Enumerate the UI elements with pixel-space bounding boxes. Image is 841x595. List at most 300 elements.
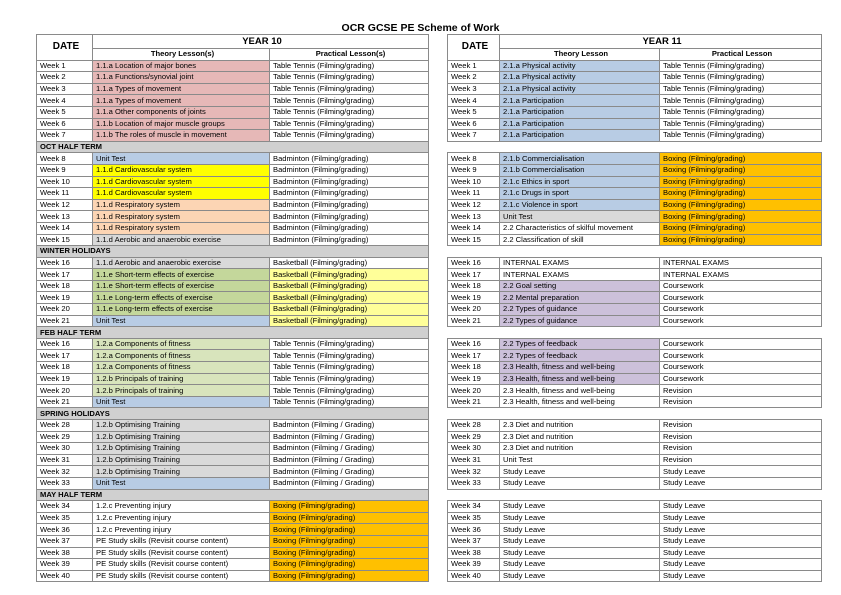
- practical-cell: Coursework: [660, 350, 822, 362]
- practical-cell: Table Tennis (Filming/grading): [270, 130, 429, 142]
- table-row: [37, 280, 429, 292]
- practical-cell: Coursework: [660, 304, 822, 316]
- week-cell: Week 2: [448, 72, 500, 84]
- week-cell: Week 18: [37, 280, 93, 292]
- practical-cell: Boxing (Filming/grading): [660, 153, 822, 165]
- practical-cell: Study Leave: [660, 501, 822, 513]
- term-break-row: [37, 489, 429, 501]
- practical-cell: Table Tennis (Filming/grading): [660, 95, 822, 107]
- practical-cell: Table Tennis (Filming/grading): [270, 72, 429, 84]
- practical-cell: Badminton (Filming/grading): [270, 211, 429, 223]
- week-cell: Week 7: [37, 130, 93, 142]
- theory-cell: Unit Test: [93, 477, 270, 489]
- table-row: [448, 164, 822, 176]
- table-row: [448, 373, 822, 385]
- table-row: [448, 60, 822, 72]
- theory-header: Theory Lesson(s): [93, 49, 270, 61]
- table-row: [37, 211, 429, 223]
- week-cell: Week 36: [37, 524, 93, 536]
- practical-cell: Badminton (Filming / Grading): [270, 431, 429, 443]
- table-row: [37, 547, 429, 559]
- theory-cell: 2.2 Mental preparation: [500, 292, 660, 304]
- term-break-row: [37, 408, 429, 420]
- week-cell: Week 14: [37, 222, 93, 234]
- table-row: [37, 420, 429, 432]
- week-cell: Week 15: [37, 234, 93, 246]
- theory-cell: Study Leave: [500, 559, 660, 571]
- week-cell: Week 10: [448, 176, 500, 188]
- theory-cell: INTERNAL EXAMS: [500, 269, 660, 281]
- week-cell: Week 9: [448, 164, 500, 176]
- theory-cell: 1.2.c Preventing injury: [93, 512, 270, 524]
- theory-cell: 1.2.c Preventing injury: [93, 524, 270, 536]
- practical-cell: Coursework: [660, 362, 822, 374]
- table-row: [37, 292, 429, 304]
- theory-cell: 1.1.a Location of major bones: [93, 60, 270, 72]
- theory-cell: 2.3 Health, fitness and well-being: [500, 385, 660, 397]
- week-cell: Week 6: [37, 118, 93, 130]
- week-cell: Week 39: [448, 559, 500, 571]
- week-cell: Week 14: [448, 222, 500, 234]
- term-gap: [448, 408, 822, 420]
- practical-cell: Boxing (Filming/grading): [660, 234, 822, 246]
- table-row: [37, 199, 429, 211]
- practical-cell: Study Leave: [660, 524, 822, 536]
- table-row: [37, 95, 429, 107]
- table-row: [448, 420, 822, 432]
- week-cell: Week 30: [448, 443, 500, 455]
- practical-cell: Study Leave: [660, 512, 822, 524]
- table-row: [37, 188, 429, 200]
- practical-cell: Badminton (Filming/grading): [270, 164, 429, 176]
- week-cell: Week 19: [37, 373, 93, 385]
- week-cell: Week 16: [448, 338, 500, 350]
- practical-cell: Basketball (Filming/grading): [270, 257, 429, 269]
- table-row: [37, 176, 429, 188]
- theory-cell: 1.1.d Cardiovascular system: [93, 176, 270, 188]
- theory-cell: 2.1.a Physical activity: [500, 72, 660, 84]
- theory-cell: 2.1.a Participation: [500, 118, 660, 130]
- theory-cell: 1.1.d Aerobic and anaerobic exercise: [93, 257, 270, 269]
- theory-cell: 1.1.d Cardiovascular system: [93, 188, 270, 200]
- theory-cell: Unit Test: [93, 396, 270, 408]
- week-cell: Week 18: [448, 362, 500, 374]
- theory-cell: 2.3 Diet and nutrition: [500, 431, 660, 443]
- practical-cell: Badminton (Filming/grading): [270, 222, 429, 234]
- practical-cell: Boxing (Filming/grading): [270, 535, 429, 547]
- theory-cell: Study Leave: [500, 477, 660, 489]
- theory-cell: 1.2.b Principals of training: [93, 373, 270, 385]
- practical-cell: Revision: [660, 431, 822, 443]
- practical-cell: Boxing (Filming/grading): [270, 501, 429, 513]
- table-row: [37, 362, 429, 374]
- practical-cell: Badminton (Filming/grading): [270, 234, 429, 246]
- theory-cell: Study Leave: [500, 512, 660, 524]
- theory-cell: 2.2 Types of feedback: [500, 350, 660, 362]
- table-row: [37, 106, 429, 118]
- table-row: [448, 83, 822, 95]
- practical-cell: Boxing (Filming/grading): [270, 547, 429, 559]
- table-row: [448, 570, 822, 582]
- theory-cell: 1.1.e Short-term effects of exercise: [93, 280, 270, 292]
- week-cell: Week 40: [448, 570, 500, 582]
- week-cell: Week 16: [37, 257, 93, 269]
- table-row: [448, 385, 822, 397]
- week-cell: Week 6: [448, 118, 500, 130]
- table-row: [37, 60, 429, 72]
- theory-cell: 1.1.a Other components of joints: [93, 106, 270, 118]
- theory-cell: 2.1.c Drugs in sport: [500, 188, 660, 200]
- table-row: [448, 559, 822, 571]
- theory-cell: 1.2.b Optimising Training: [93, 466, 270, 478]
- table-row: [37, 396, 429, 408]
- theory-cell: 1.2.c Preventing injury: [93, 501, 270, 513]
- practical-cell: Coursework: [660, 373, 822, 385]
- week-cell: Week 4: [448, 95, 500, 107]
- table-row: [448, 338, 822, 350]
- week-cell: Week 18: [37, 362, 93, 374]
- table-row: [448, 466, 822, 478]
- week-cell: Week 17: [448, 269, 500, 281]
- practical-cell: INTERNAL EXAMS: [660, 257, 822, 269]
- theory-cell: Study Leave: [500, 535, 660, 547]
- theory-cell: 1.1.a Types of movement: [93, 83, 270, 95]
- table-row: [448, 118, 822, 130]
- date-header: DATE: [448, 35, 500, 61]
- practical-cell: Table Tennis (Filming/grading): [660, 118, 822, 130]
- theory-cell: 1.1.d Respiratory system: [93, 222, 270, 234]
- week-cell: Week 15: [448, 234, 500, 246]
- theory-cell: 1.2.b Optimising Training: [93, 454, 270, 466]
- table-row: [37, 304, 429, 316]
- practical-cell: Boxing (Filming/grading): [660, 164, 822, 176]
- term-label: SPRING HOLIDAYS: [37, 408, 429, 420]
- week-cell: Week 1: [448, 60, 500, 72]
- practical-cell: Badminton (Filming / Grading): [270, 420, 429, 432]
- theory-cell: 2.1.c Violence in sport: [500, 199, 660, 211]
- theory-cell: 2.2 Types of feedback: [500, 338, 660, 350]
- practical-cell: Basketball (Filming/grading): [270, 304, 429, 316]
- term-gap-row: [448, 408, 822, 420]
- practical-cell: Revision: [660, 396, 822, 408]
- practical-cell: Study Leave: [660, 570, 822, 582]
- practical-cell: Revision: [660, 385, 822, 397]
- week-cell: Week 12: [37, 199, 93, 211]
- week-cell: Week 37: [448, 535, 500, 547]
- week-cell: Week 5: [37, 106, 93, 118]
- term-break-row: [37, 327, 429, 339]
- theory-cell: 2.3 Diet and nutrition: [500, 420, 660, 432]
- week-cell: Week 40: [37, 570, 93, 582]
- table-row: [37, 466, 429, 478]
- theory-cell: 1.2.b Optimising Training: [93, 431, 270, 443]
- term-gap-row: [448, 489, 822, 501]
- theory-cell: 2.1.a Physical activity: [500, 60, 660, 72]
- theory-cell: 2.3 Health, fitness and well-being: [500, 373, 660, 385]
- term-gap-row: [448, 327, 822, 339]
- week-cell: Week 31: [448, 454, 500, 466]
- table-row: [448, 280, 822, 292]
- table-row: [448, 431, 822, 443]
- table-row: [448, 176, 822, 188]
- week-cell: Week 20: [448, 385, 500, 397]
- practical-cell: Badminton (Filming / Grading): [270, 454, 429, 466]
- table-row: [37, 130, 429, 142]
- practical-cell: Coursework: [660, 338, 822, 350]
- week-cell: Week 2: [37, 72, 93, 84]
- term-label: FEB HALF TERM: [37, 327, 429, 339]
- theory-cell: 1.1.d Aerobic and anaerobic exercise: [93, 234, 270, 246]
- table-row: [448, 222, 822, 234]
- week-cell: Week 32: [37, 466, 93, 478]
- week-cell: Week 16: [448, 257, 500, 269]
- theory-cell: Study Leave: [500, 501, 660, 513]
- week-cell: Week 21: [448, 315, 500, 327]
- theory-cell: 1.1.a Functions/synovial joint: [93, 72, 270, 84]
- table-row: [448, 524, 822, 536]
- table-row: [37, 350, 429, 362]
- table-row: [448, 512, 822, 524]
- theory-cell: 1.1.b The roles of muscle in movement: [93, 130, 270, 142]
- week-cell: Week 9: [37, 164, 93, 176]
- year11-table: [447, 34, 822, 582]
- table-row: [37, 373, 429, 385]
- table-row: [37, 222, 429, 234]
- term-gap-row: [448, 246, 822, 258]
- year-header: YEAR 10: [93, 35, 429, 49]
- week-cell: Week 1: [37, 60, 93, 72]
- table-row: [37, 269, 429, 281]
- practical-header: Practical Lesson(s): [270, 49, 429, 61]
- theory-cell: 1.2.a Components of fitness: [93, 362, 270, 374]
- table-row: [448, 350, 822, 362]
- week-cell: Week 21: [37, 396, 93, 408]
- theory-cell: 2.2 Characteristics of skilful movement: [500, 222, 660, 234]
- week-cell: Week 33: [37, 477, 93, 489]
- table-row: [37, 385, 429, 397]
- practical-cell: Study Leave: [660, 547, 822, 559]
- theory-cell: 1.1.d Respiratory system: [93, 211, 270, 223]
- table-row: [37, 524, 429, 536]
- practical-cell: Table Tennis (Filming/grading): [660, 60, 822, 72]
- theory-cell: PE Study skills (Revisit course content): [93, 547, 270, 559]
- practical-cell: Study Leave: [660, 477, 822, 489]
- practical-cell: INTERNAL EXAMS: [660, 269, 822, 281]
- practical-cell: Table Tennis (Filming/grading): [270, 373, 429, 385]
- table-row: [37, 118, 429, 130]
- theory-cell: 2.2 Classification of skill: [500, 234, 660, 246]
- practical-cell: Table Tennis (Filming/grading): [270, 106, 429, 118]
- theory-cell: 1.1.d Cardiovascular system: [93, 164, 270, 176]
- table-row: [448, 362, 822, 374]
- theory-cell: 1.2.b Optimising Training: [93, 443, 270, 455]
- table-row: [448, 188, 822, 200]
- week-cell: Week 39: [37, 559, 93, 571]
- practical-cell: Basketball (Filming/grading): [270, 269, 429, 281]
- theory-cell: PE Study skills (Revisit course content): [93, 559, 270, 571]
- theory-cell: 1.2.a Components of fitness: [93, 338, 270, 350]
- practical-cell: Basketball (Filming/grading): [270, 292, 429, 304]
- practical-cell: Table Tennis (Filming/grading): [270, 350, 429, 362]
- table-row: [37, 257, 429, 269]
- table-row: [37, 83, 429, 95]
- practical-cell: Boxing (Filming/grading): [660, 222, 822, 234]
- table-row: [448, 130, 822, 142]
- theory-cell: 2.3 Diet and nutrition: [500, 443, 660, 455]
- week-cell: Week 28: [448, 420, 500, 432]
- theory-cell: Unit Test: [93, 153, 270, 165]
- theory-cell: 1.1.a Types of movement: [93, 95, 270, 107]
- term-gap: [448, 246, 822, 258]
- theory-cell: PE Study skills (Revisit course content): [93, 570, 270, 582]
- week-cell: Week 29: [37, 431, 93, 443]
- week-cell: Week 38: [448, 547, 500, 559]
- week-cell: Week 19: [37, 292, 93, 304]
- table-row: [448, 234, 822, 246]
- week-cell: Week 19: [448, 373, 500, 385]
- practical-cell: Revision: [660, 443, 822, 455]
- term-label: OCT HALF TERM: [37, 141, 429, 153]
- practical-cell: Table Tennis (Filming/grading): [660, 72, 822, 84]
- week-cell: Week 21: [37, 315, 93, 327]
- year10-table: [36, 34, 429, 582]
- theory-cell: 2.2 Types of guidance: [500, 304, 660, 316]
- week-cell: Week 33: [448, 477, 500, 489]
- table-row: [37, 153, 429, 165]
- table-row: [448, 153, 822, 165]
- practical-cell: Boxing (Filming/grading): [660, 188, 822, 200]
- table-row: [37, 477, 429, 489]
- table-row: [37, 72, 429, 84]
- term-gap-row: [448, 141, 822, 153]
- year-header: YEAR 11: [500, 35, 822, 49]
- practical-header: Practical Lesson: [660, 49, 822, 61]
- practical-cell: Revision: [660, 454, 822, 466]
- week-cell: Week 28: [37, 420, 93, 432]
- theory-cell: Unit Test: [93, 315, 270, 327]
- week-cell: Week 34: [37, 501, 93, 513]
- table-row: [37, 164, 429, 176]
- week-cell: Week 3: [448, 83, 500, 95]
- table-row: [448, 269, 822, 281]
- practical-cell: Table Tennis (Filming/grading): [270, 60, 429, 72]
- practical-cell: Table Tennis (Filming/grading): [270, 118, 429, 130]
- table-row: [37, 512, 429, 524]
- practical-cell: Table Tennis (Filming/grading): [270, 385, 429, 397]
- week-cell: Week 13: [37, 211, 93, 223]
- practical-cell: Table Tennis (Filming/grading): [270, 362, 429, 374]
- practical-cell: Table Tennis (Filming/grading): [270, 396, 429, 408]
- week-cell: Week 34: [448, 501, 500, 513]
- table-row: [448, 199, 822, 211]
- theory-cell: 1.1.d Respiratory system: [93, 199, 270, 211]
- theory-cell: Unit Test: [500, 454, 660, 466]
- theory-cell: 2.1.b Commercialisation: [500, 153, 660, 165]
- theory-cell: 1.2.a Components of fitness: [93, 350, 270, 362]
- theory-cell: 2.1.b Commercialisation: [500, 164, 660, 176]
- table-row: [448, 106, 822, 118]
- term-gap: [448, 327, 822, 339]
- theory-header: Theory Lesson: [500, 49, 660, 61]
- table-row: [448, 396, 822, 408]
- week-cell: Week 38: [37, 547, 93, 559]
- term-gap: [448, 141, 822, 153]
- practical-cell: Boxing (Filming/grading): [660, 176, 822, 188]
- table-row: [448, 535, 822, 547]
- week-cell: Week 19: [448, 292, 500, 304]
- week-cell: Week 35: [448, 512, 500, 524]
- term-gap: [448, 489, 822, 501]
- theory-cell: 2.1.a Participation: [500, 95, 660, 107]
- week-cell: Week 12: [448, 199, 500, 211]
- practical-cell: Table Tennis (Filming/grading): [270, 83, 429, 95]
- page-title: OCR GCSE PE Scheme of Work: [341, 22, 500, 34]
- week-cell: Week 3: [37, 83, 93, 95]
- week-cell: Week 20: [37, 304, 93, 316]
- theory-cell: Study Leave: [500, 524, 660, 536]
- table-row: [448, 315, 822, 327]
- table-row: [37, 501, 429, 513]
- theory-cell: 1.2.b Principals of training: [93, 385, 270, 397]
- week-cell: Week 8: [448, 153, 500, 165]
- theory-cell: 2.1.a Participation: [500, 106, 660, 118]
- week-cell: Week 11: [37, 188, 93, 200]
- practical-cell: Boxing (Filming/grading): [660, 199, 822, 211]
- theory-cell: 1.1.b Location of major muscle groups: [93, 118, 270, 130]
- date-header: DATE: [37, 35, 93, 61]
- theory-cell: 1.1.e Long-term effects of exercise: [93, 304, 270, 316]
- table-row: [448, 477, 822, 489]
- theory-cell: 1.2.b Optimising Training: [93, 420, 270, 432]
- table-row: [448, 95, 822, 107]
- practical-cell: Boxing (Filming/grading): [270, 570, 429, 582]
- theory-cell: 2.2 Goal setting: [500, 280, 660, 292]
- table-row: [448, 292, 822, 304]
- week-cell: Week 8: [37, 153, 93, 165]
- table-row: [448, 257, 822, 269]
- table-row: [37, 535, 429, 547]
- week-cell: Week 17: [37, 269, 93, 281]
- practical-cell: Badminton (Filming/grading): [270, 188, 429, 200]
- week-cell: Week 17: [37, 350, 93, 362]
- practical-cell: Table Tennis (Filming/grading): [270, 95, 429, 107]
- week-cell: Week 29: [448, 431, 500, 443]
- table-row: [37, 431, 429, 443]
- practical-cell: Study Leave: [660, 466, 822, 478]
- week-cell: Week 37: [37, 535, 93, 547]
- table-row: [37, 315, 429, 327]
- table-row: [448, 211, 822, 223]
- practical-cell: Badminton (Filming / Grading): [270, 443, 429, 455]
- theory-cell: 2.1.a Physical activity: [500, 83, 660, 95]
- week-cell: Week 21: [448, 396, 500, 408]
- table-row: [448, 72, 822, 84]
- week-cell: Week 20: [37, 385, 93, 397]
- table-row: [37, 443, 429, 455]
- table-row: [448, 304, 822, 316]
- theory-cell: 2.1.c Ethics in sport: [500, 176, 660, 188]
- week-cell: Week 20: [448, 304, 500, 316]
- table-row: [448, 443, 822, 455]
- practical-cell: Badminton (Filming / Grading): [270, 477, 429, 489]
- table-row: [37, 338, 429, 350]
- theory-cell: 2.1.a Participation: [500, 130, 660, 142]
- week-cell: Week 31: [37, 454, 93, 466]
- week-cell: Week 4: [37, 95, 93, 107]
- practical-cell: Boxing (Filming/grading): [270, 559, 429, 571]
- theory-cell: INTERNAL EXAMS: [500, 257, 660, 269]
- practical-cell: Badminton (Filming/grading): [270, 176, 429, 188]
